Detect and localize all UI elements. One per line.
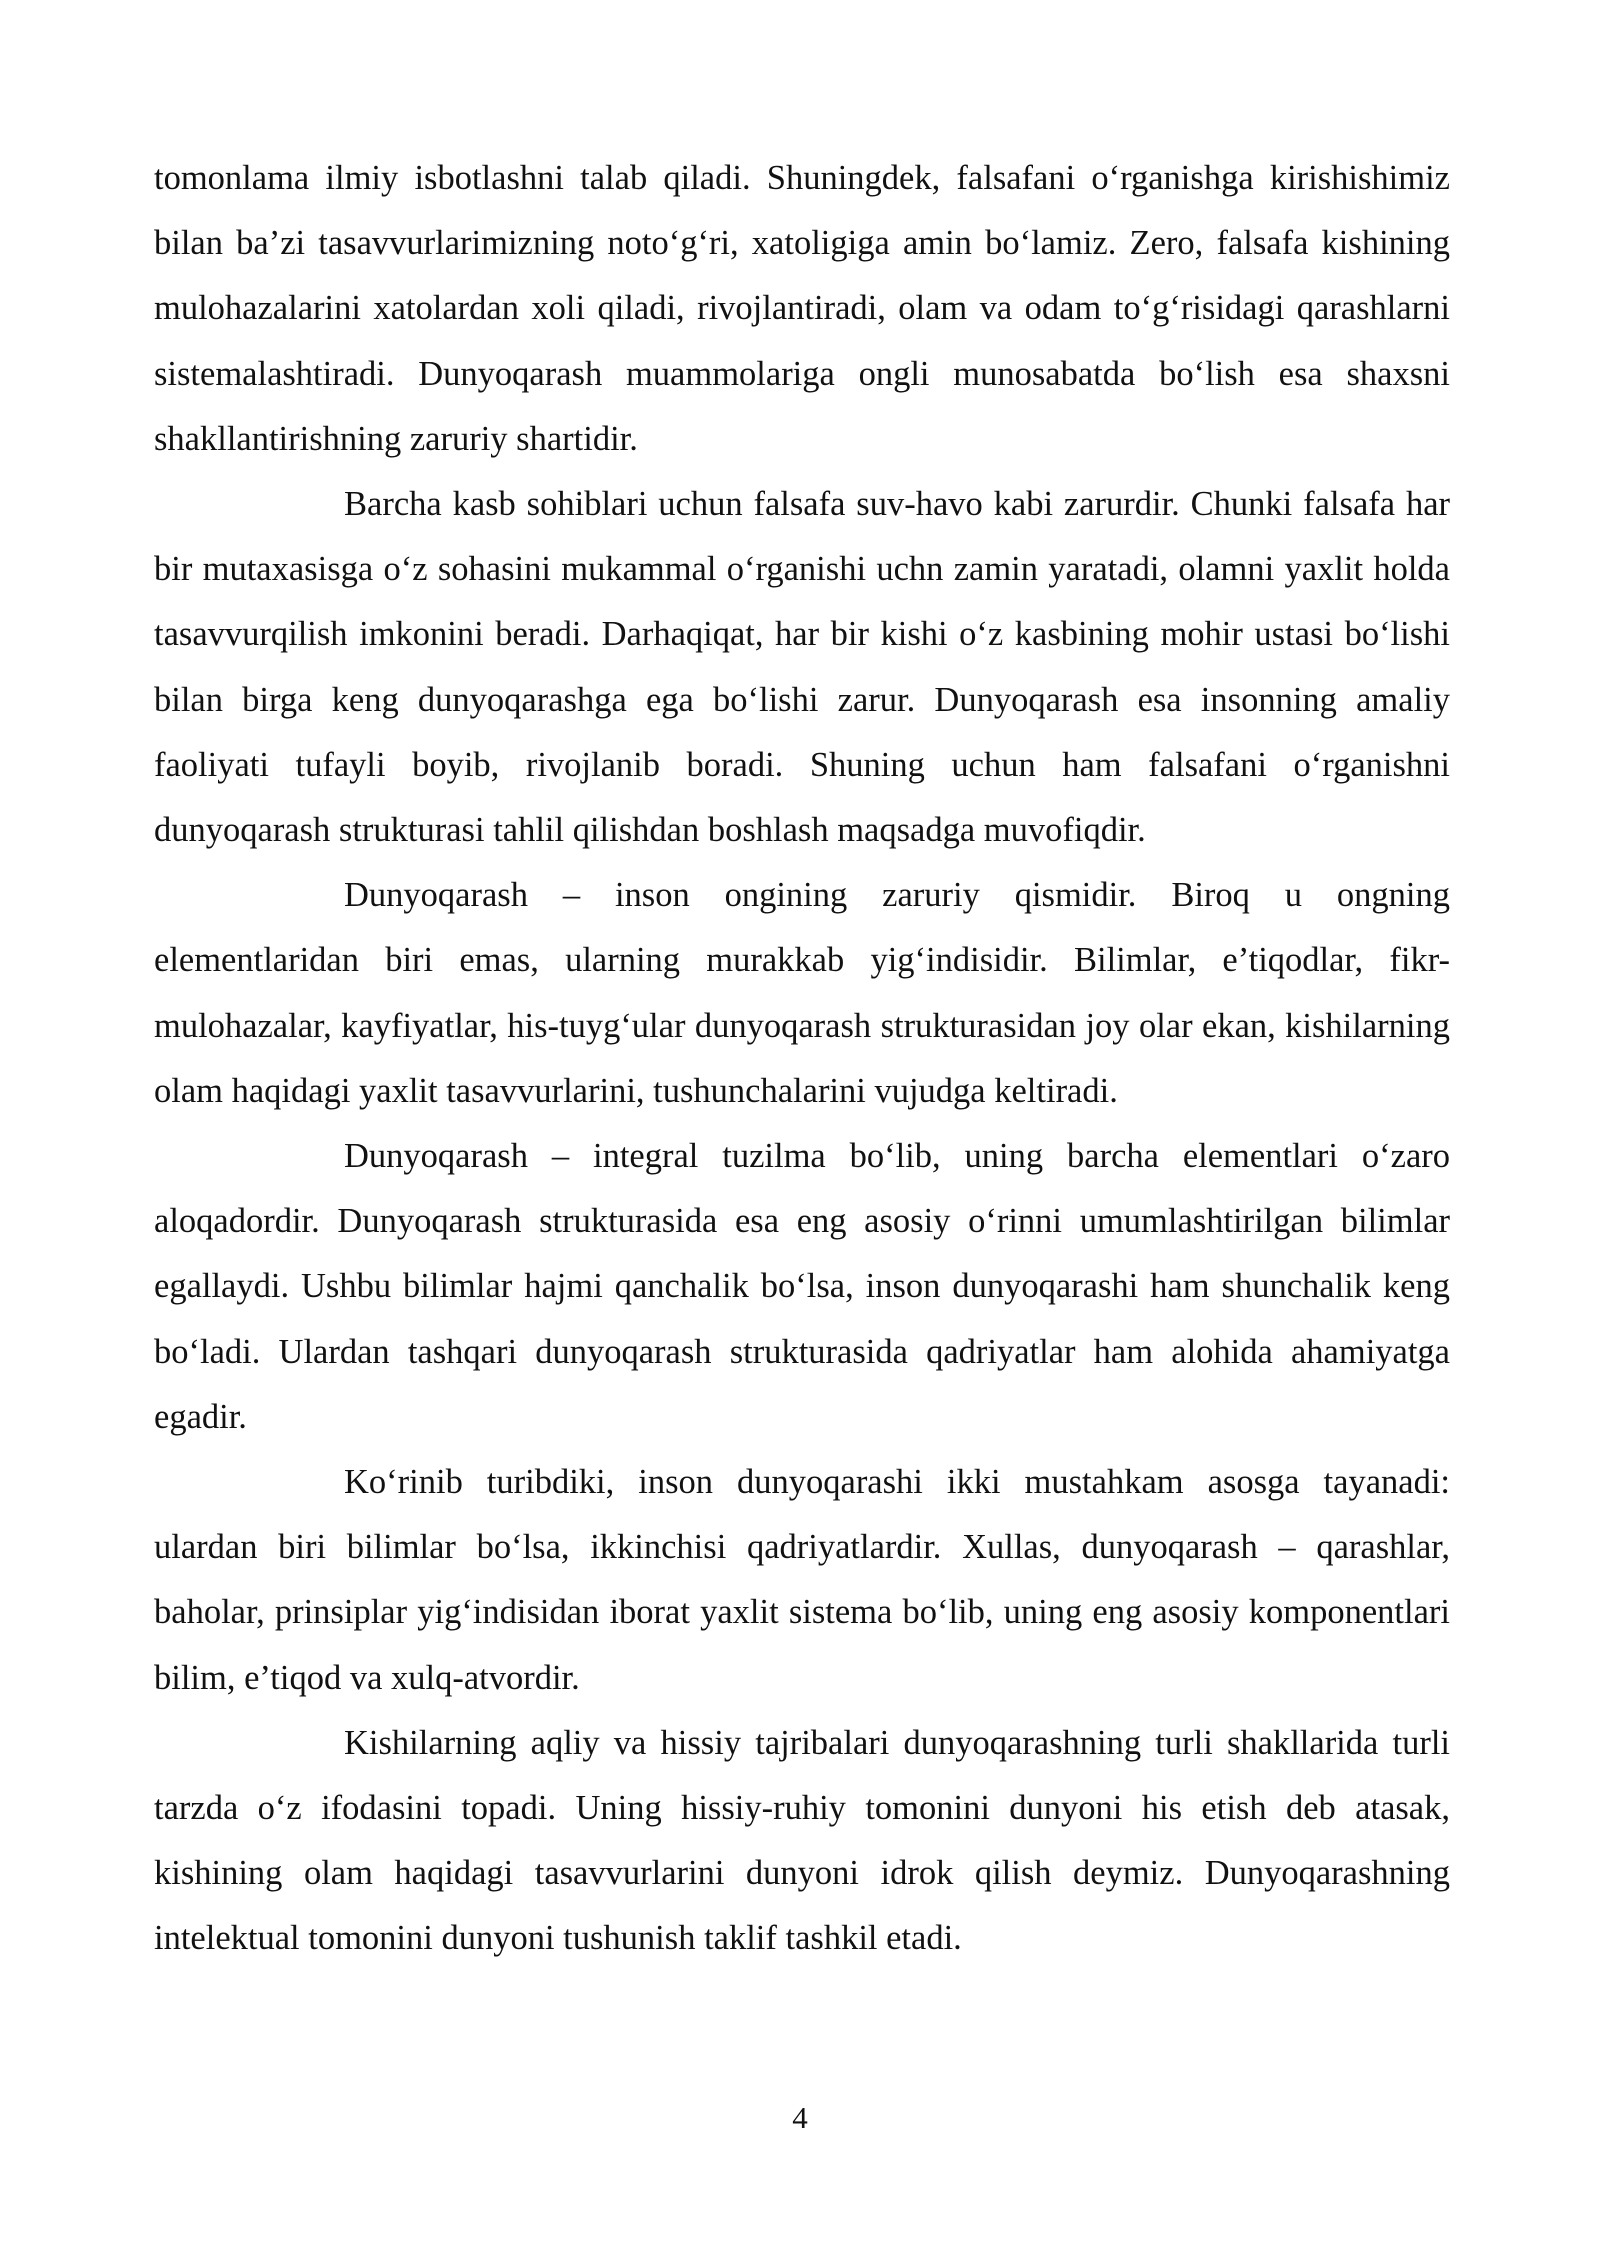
paragraph: Barcha kasb sohiblari uchun falsafa suv-havo kabi zarurdir. Chunki falsafa har bir mutaxasisga o‘z sohasini mukammal o‘rganishi uchn zamin yaratadi, olamni yaxlit holda tasavvurqilish imkonini beradi. Darhaqiqat, har bir kishi o‘z kasbining mohir ustasi bo‘lishi bilan birga keng dunyoqarashga ega bo‘lishi zarur. Dunyoqarash esa insonning amaliy faoliyati tufayli boyib, rivojlanib boradi. Shuning uchun ham falsafani o‘rganishni dunyoqarash strukturasi tahlil qilishdan boshlash maqsadga muvofiqdir. xyxy=(154,485,1450,850)
page-number: 4 xyxy=(792,2100,808,2135)
paragraph: Ko‘rinib turibdiki, inson dunyoqarashi ikki mustahkam asosga tayanadi: ulardan biri bilimlar bo‘lsa, ikkinchisi qadriyatlardir. Xullas, dunyoqarash – qarashlar, baholar, prinsiplar yig‘indisidan iborat yaxlit sistema bo‘lib, uning eng asosiy komponentlari bilim, e’tiqod va xulq-atvordir. xyxy=(154,1463,1450,1697)
paragraph: Dunyoqarash – inson ongining zaruriy qismidir. Biroq u ongning elementlaridan biri emas, ularning murakkab yig‘indisidir. Bilimlar, e’tiqodlar, fikr-mulohazalar, kayfiyatlar, his-tuyg‘ular dunyoqarash strukturasidan joy olar ekan, kishilarning olam haqidagi yaxlit tasavvurlarini, tushunchalarini vujudga keltiradi. xyxy=(154,876,1450,1110)
paragraph: Kishilarning aqliy va hissiy tajribalari dunyoqarashning turli shakllarida turli tarzda o‘z ifodasini topadi. Uning hissiy-ruhiy tomonini dunyoni his etish deb atasak, kishining olam haqidagi tasavvurlarini dunyoni idrok qilish deymiz. Dunyoqarashning intelektual tomonini dunyoni tushunish taklif tashkil etadi. xyxy=(154,1723,1450,1958)
paragraph-continued: tomonlama ilmiy isbotlashni talab qiladi. Shuningdek, falsafani o‘rganishga kirishishimiz bilan ba’zi tasavvurlarimizning noto‘g‘ri, xatoligiga amin bo‘lamiz. Zero, falsafa kishining mulohazalarini xatolardan xoli qiladi, rivojlantiradi, olam va odam to‘g‘risidagi qarashlarni sistemalashtiradi. Dunyoqarash muammolariga ongli munosabatda bo‘lish esa shaxsni shakllantirishning zaruriy shartidir. xyxy=(154,159,1450,458)
body-text xyxy=(154,146,1450,1972)
paragraph: Dunyoqarash – integral tuzilma bo‘lib, uning barcha elementlari o‘zaro aloqadordir. Dunyoqarash strukturasida esa eng asosiy o‘rinni umumlashtirilgan bilimlar egallaydi. Ushbu bilimlar hajmi qanchalik bo‘lsa, inson dunyoqarashi ham shunchalik keng bo‘ladi. Ulardan tashqari dunyoqarash strukturasida qadriyatlar ham alohida ahamiyatga egadir. xyxy=(154,1137,1450,1436)
